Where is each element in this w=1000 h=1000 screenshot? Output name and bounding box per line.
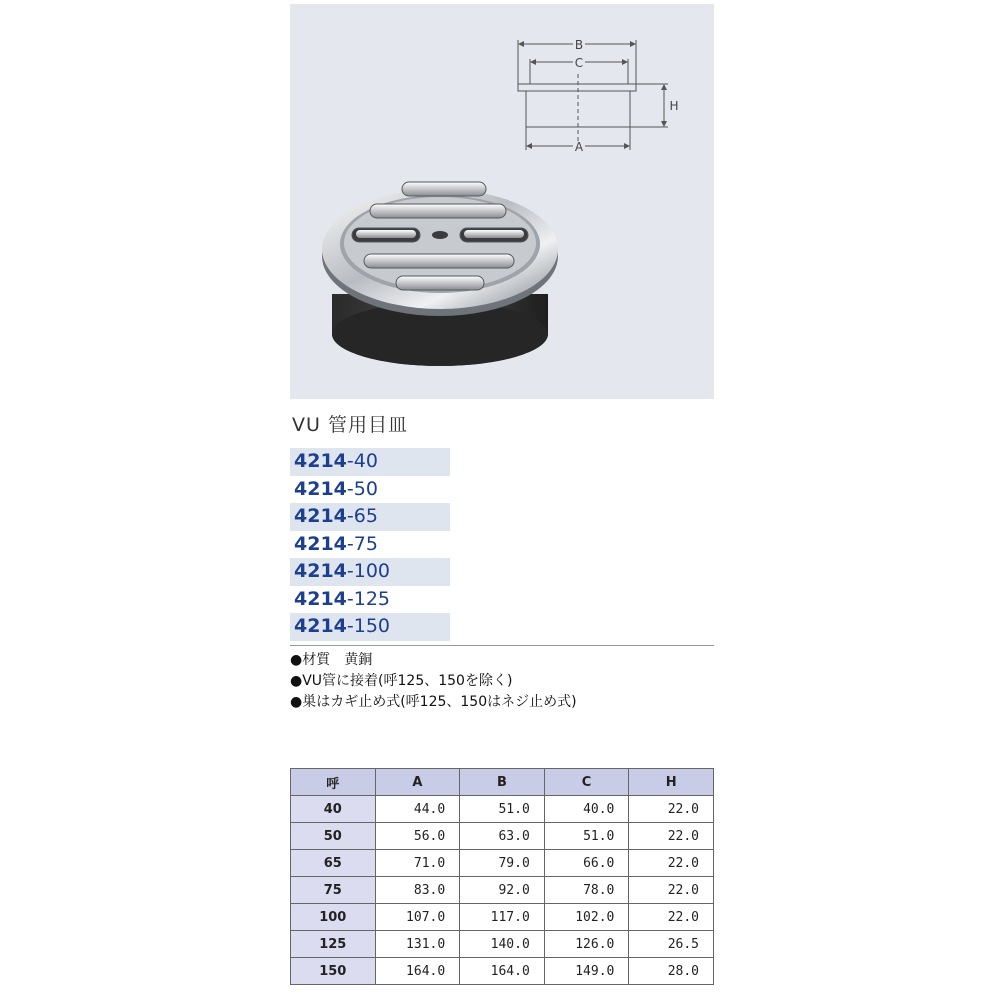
cell-h: 22.0 (629, 877, 714, 904)
cell-nominal: 40 (291, 796, 376, 823)
product-title: VU 管用目皿 (292, 414, 408, 436)
section-divider (290, 645, 714, 646)
header-nominal: 呼 (291, 769, 376, 796)
dim-label-c: C (574, 56, 584, 70)
note-fastening: ●巣はカギ止め式(呼125、150はネジ止め式) (290, 694, 577, 710)
cell-c: 102.0 (544, 904, 629, 931)
product-code-list (290, 448, 450, 641)
code-prefix: 4214 (294, 615, 347, 637)
product-code (290, 586, 450, 614)
dimension-diagram (518, 40, 668, 150)
code-prefix: 4214 (294, 477, 347, 500)
cell-c: 51.0 (544, 823, 629, 850)
header-b: B (460, 769, 545, 796)
code-prefix: 4214 (294, 505, 347, 527)
cell-nominal: 75 (291, 877, 376, 904)
cell-h: 28.0 (629, 958, 714, 985)
code-suffix: -65 (346, 505, 378, 527)
cell-nominal: 150 (291, 958, 376, 985)
cell-b: 51.0 (460, 796, 545, 823)
dimension-table (290, 768, 714, 985)
code-suffix: -100 (346, 560, 391, 582)
code-suffix: -125 (346, 587, 391, 610)
table-row (291, 823, 714, 850)
cell-c: 78.0 (544, 877, 629, 904)
cell-nominal: 100 (291, 904, 376, 931)
cell-a: 164.0 (375, 958, 460, 985)
header-a: A (375, 769, 460, 796)
code-suffix: -50 (346, 477, 378, 500)
code-suffix: -150 (346, 615, 391, 637)
cell-c: 66.0 (544, 850, 629, 877)
code-prefix: 4214 (294, 560, 347, 582)
cell-b: 140.0 (460, 931, 545, 958)
drain-strainer-photo (322, 182, 558, 366)
code-prefix: 4214 (294, 450, 347, 472)
cell-h: 26.5 (629, 931, 714, 958)
dim-label-b: B (574, 38, 584, 52)
dim-label-a: A (574, 140, 584, 154)
table-row (291, 850, 714, 877)
cell-c: 149.0 (544, 958, 629, 985)
cell-a: 107.0 (375, 904, 460, 931)
spec-notes (290, 650, 577, 713)
product-code (290, 558, 450, 586)
cell-nominal: 125 (291, 931, 376, 958)
code-suffix: -75 (346, 532, 378, 555)
table-row (291, 877, 714, 904)
code-prefix: 4214 (294, 587, 347, 610)
cell-a: 131.0 (375, 931, 460, 958)
table-row (291, 958, 714, 985)
product-image-panel (290, 4, 714, 399)
cell-h: 22.0 (629, 796, 714, 823)
header-c: C (544, 769, 629, 796)
table-row (291, 904, 714, 931)
product-code (290, 503, 450, 531)
dim-label-h: H (669, 99, 679, 113)
product-code (290, 613, 450, 641)
cell-c: 126.0 (544, 931, 629, 958)
table-header-row (291, 769, 714, 796)
cell-a: 44.0 (375, 796, 460, 823)
product-code (290, 476, 450, 504)
cell-nominal: 50 (291, 823, 376, 850)
code-prefix: 4214 (294, 532, 347, 555)
cell-b: 63.0 (460, 823, 545, 850)
cell-b: 79.0 (460, 850, 545, 877)
cell-h: 22.0 (629, 850, 714, 877)
cell-a: 83.0 (375, 877, 460, 904)
product-code (290, 448, 450, 476)
product-illustration (290, 4, 714, 399)
cell-b: 117.0 (460, 904, 545, 931)
product-code (290, 531, 450, 559)
table-row (291, 931, 714, 958)
note-material: ●材質 黄銅 (290, 652, 373, 668)
header-h: H (629, 769, 714, 796)
cell-h: 22.0 (629, 823, 714, 850)
cell-a: 71.0 (375, 850, 460, 877)
cell-c: 40.0 (544, 796, 629, 823)
code-suffix: -40 (346, 450, 378, 472)
table-row (291, 796, 714, 823)
cell-b: 92.0 (460, 877, 545, 904)
cell-nominal: 65 (291, 850, 376, 877)
note-connection: ●VU管に接着(呼125、150を除く) (290, 673, 513, 689)
cell-a: 56.0 (375, 823, 460, 850)
cell-h: 22.0 (629, 904, 714, 931)
dimension-arrows (518, 41, 667, 149)
cell-b: 164.0 (460, 958, 545, 985)
